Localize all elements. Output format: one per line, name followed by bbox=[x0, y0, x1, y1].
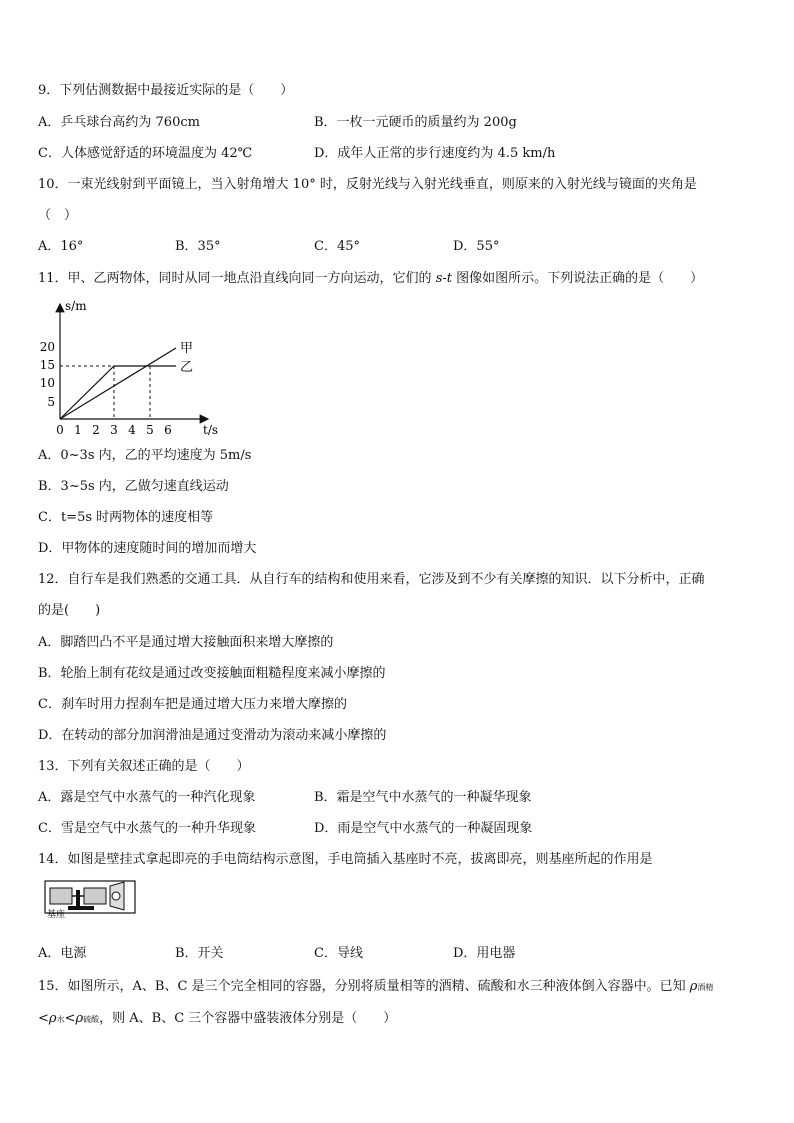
y-tick-5: 5 bbox=[47, 395, 55, 409]
q14-option-c: C．导线 bbox=[314, 946, 363, 961]
q10-option-d: D．55° bbox=[453, 239, 500, 254]
flashlight-diagram bbox=[44, 880, 136, 918]
q15-stem bbox=[38, 978, 713, 997]
q14-option-b: B．开关 bbox=[175, 946, 224, 961]
bulb bbox=[112, 892, 120, 900]
q15-stem-tail: ，则 A、B、C 三个容器中盛装液体分别是（ ） bbox=[99, 1011, 397, 1026]
x-tick-6: 6 bbox=[164, 423, 172, 437]
q15-stem-cont bbox=[38, 1010, 396, 1029]
q11-option-c: C．t=5s 时两物体的速度相等 bbox=[38, 510, 214, 525]
q9-option-a: A．乒乓球台高约为 760cm bbox=[38, 115, 200, 130]
q11-stem-var: s-t bbox=[435, 271, 452, 286]
base-pin bbox=[76, 890, 80, 906]
q11-option-a: A．0~3s 内，乙的平均速度为 5m/s bbox=[38, 448, 252, 463]
line-jia bbox=[60, 348, 176, 419]
q10-option-c: C．45° bbox=[314, 239, 360, 254]
q12-option-a: A．脚踏凹凸不平是通过增大接触面积来增大摩擦的 bbox=[38, 635, 334, 650]
x-tick-1: 1 bbox=[74, 423, 82, 437]
y-axis-label: s/m bbox=[65, 299, 87, 313]
x-tick-2: 2 bbox=[92, 423, 100, 437]
q13-option-a: A．露是空气中水蒸气的一种汽化现象 bbox=[38, 790, 256, 805]
battery-1 bbox=[50, 888, 72, 904]
q14-option-a: A．电源 bbox=[38, 946, 87, 961]
q12-option-d: D．在转动的部分加润滑油是通过变滑动为滚动来减小摩擦的 bbox=[38, 728, 387, 743]
q11-stem-b: 图像如图所示。下列说法正确的是（ ） bbox=[451, 271, 704, 286]
q10-option-b: B．35° bbox=[175, 239, 221, 254]
lt-2: < bbox=[64, 1011, 76, 1026]
y-tick-20: 20 bbox=[40, 340, 55, 354]
q10-stem: 10．一束光线射到平面镜上，当入射角增大 10° 时，反射光线与入射光线垂直，则原来的入射光线与镜面的夹角是 bbox=[38, 177, 697, 192]
x-axis-label: t/s bbox=[203, 423, 219, 437]
line-yi bbox=[60, 366, 176, 419]
battery-2 bbox=[84, 888, 106, 904]
y-tick-15: 15 bbox=[40, 358, 55, 372]
q12-stem-cont: 的是( ) bbox=[38, 603, 101, 618]
x-tick-4: 4 bbox=[128, 423, 136, 437]
q12-stem: 12．自行车是我们熟悉的交通工具．从自行车的结构和使用来看，它涉及到不少有关摩擦的知识．以下分析中，正确 bbox=[38, 572, 705, 587]
q11-stem bbox=[38, 270, 703, 288]
label-jia: 甲 bbox=[180, 341, 194, 356]
q9-stem: 9．下列估测数据中最接近实际的是（ ） bbox=[38, 83, 294, 98]
q13-option-b: B．霜是空气中水蒸气的一种凝华现象 bbox=[314, 790, 532, 805]
x-tick-0: 0 bbox=[56, 423, 64, 437]
rho-water: ρ bbox=[48, 1011, 57, 1026]
rho-alcohol-sub: 酒精 bbox=[697, 983, 714, 992]
base-plate bbox=[68, 906, 94, 910]
label-yi: 乙 bbox=[180, 360, 194, 375]
q15-stem-text: 15．如图所示，A、B、C 是三个完全相同的容器，分别将质量相等的酒精、硫酸和水三种液体倒入容器中。已知 bbox=[38, 979, 690, 994]
x-tick-5: 5 bbox=[146, 423, 154, 437]
q11-stem-a: 11．甲、乙两物体，同时从同一地点沿直线向同一方向运动，它们的 bbox=[38, 271, 436, 286]
s-t-graph bbox=[40, 296, 240, 440]
lt-1: < bbox=[38, 1011, 49, 1026]
rho-alcohol: ρ bbox=[689, 979, 698, 994]
base-label: 基座 bbox=[47, 910, 66, 918]
q13-stem: 13．下列有关叙述正确的是（ ） bbox=[38, 759, 250, 774]
rho-acid-sub: 硫酸 bbox=[83, 1015, 100, 1024]
q11-option-b: B．3~5s 内，乙做匀速直线运动 bbox=[38, 479, 229, 494]
q9-option-d: D．成年人正常的步行速度约为 4.5 km/h bbox=[314, 146, 556, 161]
q13-option-c: C．雪是空气中水蒸气的一种升华现象 bbox=[38, 821, 256, 836]
q12-option-c: C．刹车时用力捏刹车把是通过增大压力来增大摩擦的 bbox=[38, 697, 347, 712]
x-tick-3: 3 bbox=[110, 423, 118, 437]
q12-option-b: B．轮胎上制有花纹是通过改变接触面粗糙程度来减小摩擦的 bbox=[38, 666, 386, 681]
q11-option-d: D．甲物体的速度随时间的增加而增大 bbox=[38, 541, 257, 556]
q10-stem-cont: （ ） bbox=[38, 208, 78, 223]
q13-option-d: D．雨是空气中水蒸气的一种凝固现象 bbox=[314, 821, 533, 836]
rho-acid: ρ bbox=[75, 1011, 84, 1026]
q10-option-a: A．16° bbox=[38, 239, 84, 254]
rho-water-sub: 水 bbox=[56, 1015, 65, 1024]
q9-option-c: C．人体感觉舒适的环境温度为 42℃ bbox=[38, 146, 253, 161]
y-tick-10: 10 bbox=[40, 376, 55, 390]
q9-option-b: B．一枚一元硬币的质量约为 200g bbox=[314, 115, 517, 130]
q14-stem: 14．如图是壁挂式拿起即亮的手电筒结构示意图，手电筒插入基座时不亮，拔离即亮，则基座所起的作用是 bbox=[38, 852, 653, 867]
q14-option-d: D．用电器 bbox=[453, 946, 516, 961]
